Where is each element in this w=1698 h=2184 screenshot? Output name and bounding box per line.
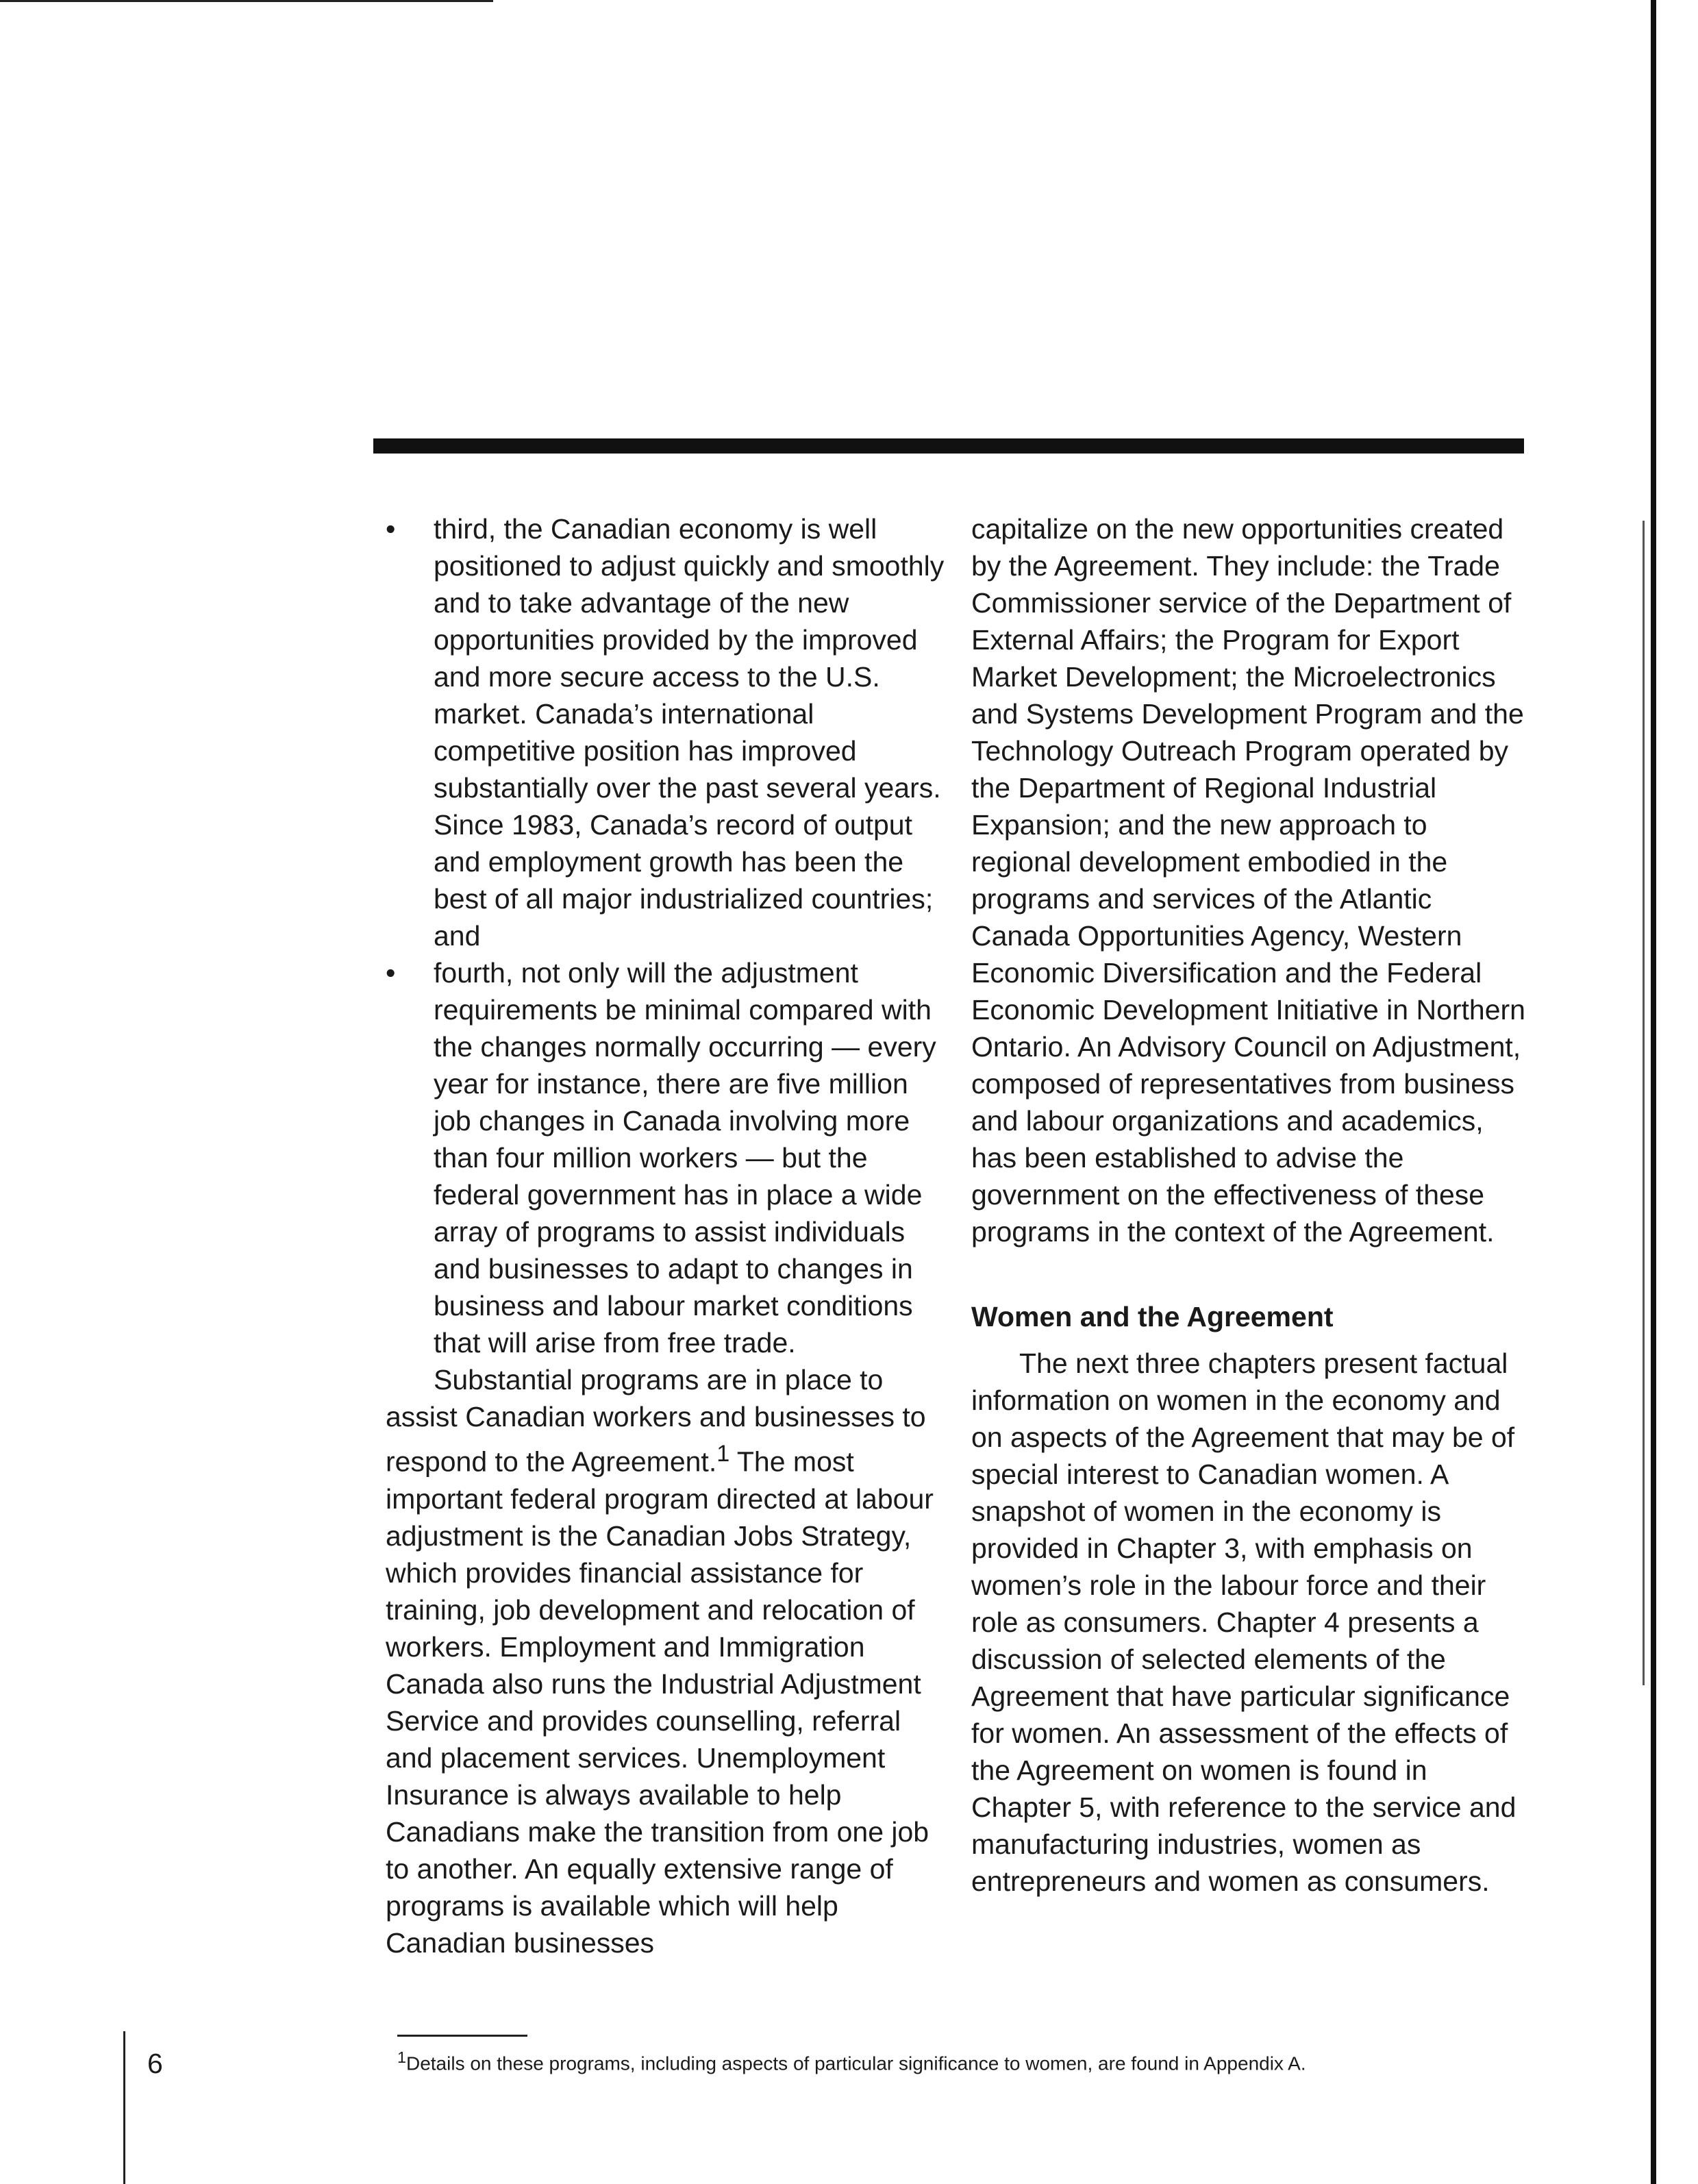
- right-column: [971, 510, 1533, 1900]
- footnote-reference: 1: [716, 1441, 730, 1467]
- footnote-text: Details on these programs, including aspects of particular significance to women, are found in Appendix A.: [405, 2052, 1306, 2074]
- continued-paragraph: capitalize on the new opportunities created by the Agreement. They include: the Trade Commissioner service of the Department of External Affairs; the Program for Export Market Development; the Microelectronics and Systems Development Program and the Technology Outreach Program operated by the Department of Regional Industrial Expansion; and the new approach to regional development embodied in the programs and services of the Atlantic Canada Opportunities Agency, Western Economic Diversification and the Federal Economic Development Initiative in Northern Ontario. An Advisory Council on Adjustment, composed of representatives from business and labour organizations and academics, has been established to advise the government on the effectiveness of these programs in the context of the Agreement.: [971, 513, 1525, 1248]
- paragraph-text-continued: The most important federal program directed at labour adjustment is the Canadian Jobs Strategy, which provides financial assistance for training, job development and relocation of workers. Employment and Immigration Canada also runs the Industrial Adjustment Service and provides counselling, referral and placement services. Unemployment Insurance is always available to help Canadians make the transition from one job to another. An equally extensive range of programs is available which will help Canadian businesses: [386, 1445, 934, 1959]
- body-paragraph: The next three chapters present factual information on women in the economy and on aspects of the Agreement that may be of special interest to Canadian women. A snapshot of women in the economy is provided in Chapter 3, with emphasis on women’s role in the labour force and their role as consumers. Chapter 4 presents a discussion of selected elements of the Agreement that have particular significance for women. An assessment of the effects of the Agreement on women is found in Chapter 5, with reference to the service and manufacturing industries, women as entrepreneurs and women as consumers.: [971, 1348, 1516, 1897]
- page-right-edge: [1651, 0, 1656, 2184]
- footnote: [397, 2045, 1306, 2076]
- bullet-item: [386, 510, 947, 954]
- page-right-edge-shadow: [1643, 521, 1645, 1685]
- left-column: [386, 510, 947, 1961]
- bullet-item: [386, 954, 947, 1361]
- paragraph-text: Substantial programs are in place to assist Canadian workers and businesses to respond to the Agreement.: [386, 1364, 926, 1478]
- bullet-icon: •: [386, 957, 396, 989]
- left-margin-bar: [123, 2031, 125, 2184]
- page-number: 6: [147, 2048, 163, 2079]
- section-heading: Women and the Agreement: [971, 1301, 1334, 1332]
- header-rule: [373, 438, 1524, 454]
- footnote-rule: [397, 2035, 527, 2037]
- bullet-text: fourth, not only will the adjustment requirements be minimal compared with the changes normally occurring — every year for instance, there are five million job changes in Canada involving more than four million workers — but the federal government has in place a wide array of programs to assist individuals and businesses to adapt to changes in business and labour market conditions that will arise from free trade.: [434, 957, 936, 1358]
- footnote-marker: 1: [397, 2048, 406, 2066]
- bullet-icon: •: [386, 513, 396, 545]
- body-paragraph: [386, 1361, 947, 1961]
- top-edge-line: [0, 0, 493, 2]
- bullet-text: third, the Canadian economy is well positioned to adjust quickly and smoothly and to take advantage of the new opportunities provided by the improved and more secure access to the U.S. market. Canada’s international competitive position has improved substantially over the past several years. Since 1983, Canada’s record of output and employment growth has been the best of all major industrialized countries; and: [434, 513, 945, 952]
